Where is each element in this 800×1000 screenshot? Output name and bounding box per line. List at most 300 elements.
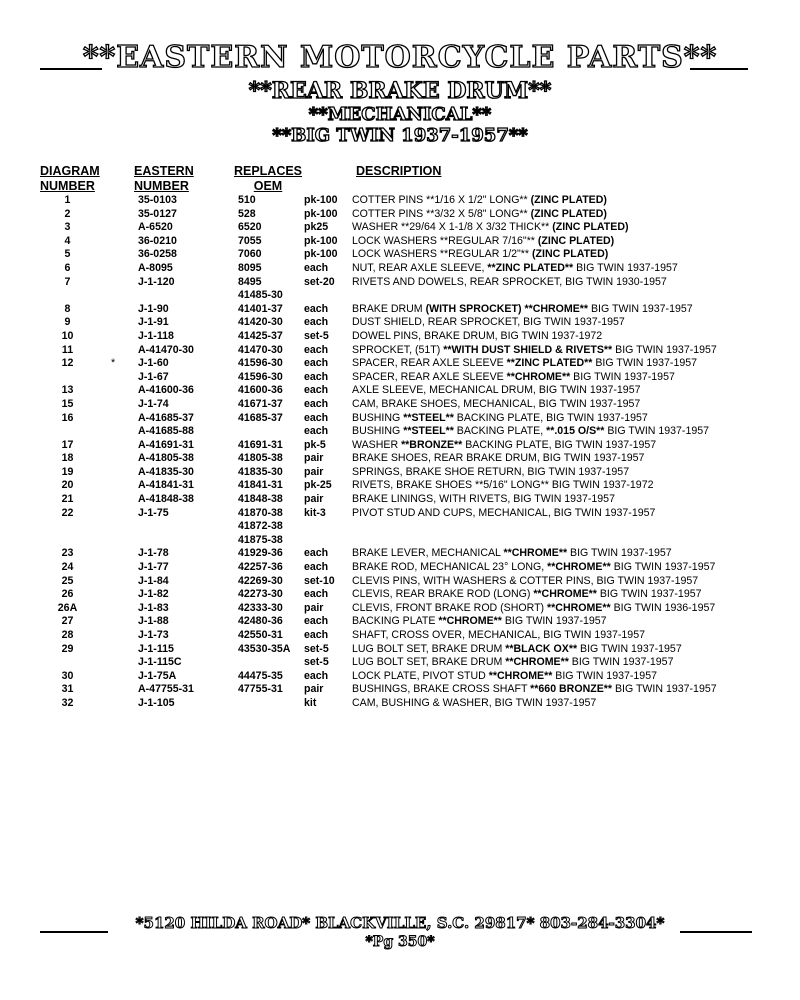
description-cell: [352, 479, 654, 493]
description-segment: RIVETS, BRAKE SHOES **5/16" LONG** BIG TWIN 1937-1972: [352, 479, 654, 492]
diagram-number-cell: 21: [61, 493, 74, 506]
description-segment: **CHROME**: [506, 370, 571, 383]
table-row: [0, 670, 800, 684]
description-segment: **STEEL**: [403, 411, 454, 424]
diagram-number-cell: 25: [61, 574, 74, 587]
col-header-diagram: [40, 164, 100, 193]
diagram-number-cell: 24: [61, 561, 74, 574]
description-cell: [352, 371, 675, 385]
diagram-number-cell: 19: [61, 465, 74, 478]
table-row: [0, 344, 800, 358]
description-segment: CLEVIS, FRONT BRAKE ROD (SHORT): [352, 601, 548, 614]
description-cell: [352, 303, 693, 317]
description-segment: (ZINC PLATED): [530, 194, 607, 206]
eastern-number-cell: 35-0127: [138, 207, 177, 220]
description-cell: [352, 384, 640, 398]
description-cell: [352, 683, 717, 697]
table-row: [0, 248, 800, 262]
description-segment: **ZINC PLATED**: [487, 261, 574, 274]
unit-cell: kit-3: [304, 506, 326, 519]
diagram-number-cell: 1: [64, 194, 71, 206]
diagram-number-cell: 27: [61, 615, 74, 628]
diagram-number-cell: 22: [61, 506, 74, 519]
description-segment: BUSHING: [352, 411, 404, 424]
eastern-number-cell: A-47755-31: [138, 683, 194, 696]
unit-cell: pk-5: [304, 438, 326, 451]
description-segment: **.015 O/S**: [546, 425, 605, 438]
table-row: [0, 425, 800, 439]
unit-cell: set-10: [304, 574, 335, 587]
description-segment: DUST SHIELD, REAR SPROCKET, BIG TWIN 1937-1957: [352, 316, 625, 329]
diagram-number-cell: 11: [61, 343, 74, 356]
unit-cell: set-5: [304, 642, 329, 655]
table-row: [0, 466, 800, 480]
eastern-number-cell: A-41691-31: [138, 438, 194, 451]
description-segment: (ZINC PLATED): [552, 221, 629, 234]
description-segment: BRAKE DRUM: [352, 302, 426, 315]
diagram-number-cell: 3: [64, 221, 71, 234]
diagram-number-cell: 31: [61, 683, 74, 696]
oem-number-cell: 41685-37: [238, 411, 283, 424]
description-cell: [352, 330, 602, 344]
table-row: [0, 697, 800, 711]
oem-number-cell: 41875-38: [238, 533, 283, 546]
description-segment: BACKING PLATE, BIG TWIN 1937-1957: [462, 438, 657, 451]
table-row: [0, 221, 800, 235]
diagram-number-cell: 6: [64, 261, 71, 274]
description-segment: RIVETS AND DOWELS, REAR SPROCKET, BIG TWIN 1930-1957: [352, 275, 667, 288]
diagram-number-cell: 4: [64, 234, 71, 247]
diagram-number-cell: 23: [61, 547, 74, 560]
table-row: [0, 547, 800, 561]
description-segment: (ZINC PLATED): [532, 248, 609, 261]
unit-cell: each: [304, 397, 329, 410]
eastern-number-cell: A-8095: [138, 261, 173, 274]
col-header-eastern-line1: EASTERN: [134, 164, 194, 178]
unit-cell: pk-100: [304, 248, 338, 261]
col-header-eastern: [134, 164, 194, 193]
description-segment: SPACER, REAR AXLE SLEEVE: [352, 370, 507, 383]
table-row: [0, 683, 800, 697]
unit-cell: pair: [304, 452, 324, 465]
unit-cell: pair: [304, 601, 324, 614]
description-segment: **CHROME**: [503, 547, 568, 560]
diagram-number-cell: 2: [64, 207, 71, 220]
table-row: [0, 629, 800, 643]
unit-cell: each: [304, 588, 329, 601]
table-row: [0, 602, 800, 616]
description-segment: BIG TWIN 1937-1957: [552, 669, 657, 682]
oem-number-cell: 42257-36: [238, 561, 283, 574]
unit-cell: pair: [304, 493, 324, 506]
eastern-number-cell: J-1-75A: [138, 669, 177, 682]
table-row: [0, 507, 800, 521]
col-header-replaces: [232, 164, 304, 193]
description-segment: BIG TWIN 1937-1957: [577, 642, 682, 655]
description-cell: [352, 507, 655, 521]
description-segment: BIG TWIN 1937-1957: [570, 370, 675, 383]
description-segment: LOCK PLATE, PIVOT STUD: [352, 669, 489, 682]
unit-cell: each: [304, 302, 329, 315]
table-row: [0, 330, 800, 344]
diagram-number-cell: 28: [61, 629, 74, 641]
description-segment: BRAKE LININGS, WITH RIVETS, BIG TWIN 1937-1957: [352, 493, 615, 506]
table-row: [0, 575, 800, 589]
description-segment: DOWEL PINS, BRAKE DRUM, BIG TWIN 1937-1972: [352, 329, 603, 342]
diagram-number-cell: 15: [61, 397, 74, 410]
diagram-number-cell: 5: [64, 248, 71, 261]
description-cell: [352, 452, 644, 466]
description-segment: SHAFT, CROSS OVER, MECHANICAL, BIG TWIN 1937-1957: [352, 629, 645, 641]
table-row: [0, 534, 800, 548]
description-segment: BUSHINGS, BRAKE CROSS SHAFT: [352, 683, 531, 696]
description-cell: [352, 398, 640, 412]
description-cell: [352, 697, 596, 711]
description-segment: **WITH DUST SHIELD & RIVETS**: [443, 343, 613, 356]
oem-number-cell: 43530-35A: [238, 642, 291, 655]
unit-cell: each: [304, 411, 329, 424]
diagram-number-cell: 32: [61, 696, 74, 709]
table-row: [0, 615, 800, 629]
eastern-number-cell: J-1-115: [138, 642, 174, 655]
description-segment: (ZINC PLATED): [537, 234, 615, 247]
description-cell: [352, 656, 673, 670]
diagram-number-cell: 26A: [57, 601, 78, 614]
description-segment: PIVOT STUD AND CUPS, MECHANICAL, BIG TWIN 1937-1957: [352, 506, 656, 519]
table-row: [0, 316, 800, 330]
description-cell: [352, 412, 648, 426]
oem-number-cell: 7060: [238, 248, 262, 261]
unit-cell: pk-25: [304, 479, 332, 492]
diagram-number-cell: 13: [61, 384, 74, 397]
description-cell: [352, 208, 607, 222]
oem-number-cell: 41596-30: [238, 370, 283, 383]
oem-number-cell: 41470-30: [238, 343, 283, 356]
eastern-number-cell: A-41841-31: [138, 479, 194, 492]
eastern-number-cell: A-41685-37: [138, 411, 194, 424]
unit-cell: each: [304, 261, 329, 274]
unit-cell: each: [304, 425, 329, 438]
description-cell: [352, 344, 717, 358]
description-segment: BRAKE LEVER, MECHANICAL: [352, 547, 504, 560]
oem-number-cell: 41872-38: [238, 520, 283, 533]
description-cell: [352, 588, 702, 602]
diagram-number-cell: 18: [61, 452, 74, 465]
oem-number-cell: 42480-36: [238, 615, 283, 628]
diagram-number-cell: 8: [64, 302, 71, 315]
oem-number-cell: 7055: [238, 234, 262, 247]
eastern-number-cell: J-1-105: [138, 696, 175, 709]
description-segment: SPACER, REAR AXLE SLEEVE: [352, 357, 507, 370]
oem-number-cell: 42333-30: [238, 601, 283, 614]
unit-cell: each: [304, 370, 329, 383]
oem-number-cell: 41485-30: [238, 289, 283, 302]
table-row: [0, 479, 800, 493]
oem-number-cell: 41848-38: [238, 493, 283, 506]
unit-cell: set-5: [304, 329, 329, 342]
eastern-number-cell: J-1-67: [138, 370, 169, 383]
description-segment: BRAKE SHOES, REAR BRAKE DRUM, BIG TWIN 1937-1957: [352, 452, 645, 465]
description-cell: [352, 670, 657, 684]
oem-number-cell: 41425-37: [238, 329, 283, 342]
oem-number-cell: 47755-31: [238, 683, 283, 696]
oem-number-cell: 8095: [238, 261, 262, 274]
oem-number-cell: 528: [238, 207, 256, 220]
description-segment: CLEVIS PINS, WITH WASHERS & COTTER PINS, BIG TWIN 1937-1957: [352, 574, 699, 587]
diagram-number-cell: 30: [61, 669, 74, 682]
oem-number-cell: 41691-31: [238, 438, 283, 451]
description-segment: BUSHING: [352, 425, 404, 438]
eastern-number-cell: A-41685-88: [138, 425, 194, 438]
eastern-number-cell: J-1-73: [138, 629, 169, 641]
diagram-number-cell: 29: [61, 642, 74, 655]
oem-number-cell: 8495: [238, 275, 262, 288]
diagram-number-cell: 9: [64, 316, 71, 329]
parts-table: [0, 194, 800, 711]
eastern-number-cell: 36-0210: [138, 234, 177, 247]
description-cell: [352, 194, 607, 208]
description-cell: [352, 221, 629, 235]
eastern-number-cell: A-41848-38: [138, 493, 194, 506]
description-cell: [352, 276, 667, 290]
unit-cell: each: [304, 629, 329, 641]
description-cell: [352, 615, 607, 629]
eastern-number-cell: 35-0103: [138, 194, 177, 206]
eastern-number-cell: J-1-118: [138, 329, 174, 342]
description-segment: CAM, BRAKE SHOES, MECHANICAL, BIG TWIN 1937-1957: [352, 397, 641, 410]
eastern-number-cell: J-1-78: [138, 547, 169, 560]
description-segment: **CHROME**: [547, 601, 611, 614]
eastern-number-cell: J-1-88: [138, 615, 169, 628]
table-row: [0, 235, 800, 249]
table-row: [0, 262, 800, 276]
table-row: [0, 357, 800, 371]
page-subtitle-1: **REAR BRAKE DRUM**: [248, 78, 552, 104]
eastern-number-cell: 36-0258: [138, 248, 177, 261]
footer-address: *5120 HILDA ROAD* BLACKVILLE, S.C. 29817* 803-284-3304*: [135, 914, 665, 932]
unit-cell: each: [304, 561, 329, 574]
description-segment: BACKING PLATE: [352, 615, 439, 628]
description-segment: BIG TWIN 1936-1957: [610, 601, 716, 614]
description-segment: BIG TWIN 1937-1957: [610, 561, 716, 574]
description-segment: BIG TWIN 1937-1957: [592, 357, 698, 370]
eastern-number-cell: A-41470-30: [138, 343, 194, 356]
unit-cell: each: [304, 547, 329, 560]
oem-number-cell: 42273-30: [238, 588, 283, 601]
description-segment: **BRONZE**: [401, 438, 463, 451]
unit-cell: pk-100: [304, 234, 338, 247]
eastern-number-cell: J-1-77: [138, 561, 169, 574]
oem-number-cell: 44475-35: [238, 669, 283, 682]
table-row: [0, 439, 800, 453]
description-segment: **CHROME**: [505, 656, 569, 669]
diagram-number-cell: 12: [61, 357, 74, 370]
eastern-number-cell: A-41835-30: [138, 465, 194, 478]
description-segment: LOCK WASHERS **REGULAR 7/16"**: [352, 234, 538, 247]
diagram-number-cell: 10: [61, 329, 74, 342]
description-cell: [352, 575, 698, 589]
eastern-number-cell: J-1-60: [138, 357, 169, 370]
description-segment: WASHER: [352, 438, 402, 451]
description-segment: BACKING PLATE,: [453, 425, 547, 438]
diagram-number-cell: 20: [61, 479, 74, 492]
description-segment: (ZINC PLATED): [530, 207, 607, 220]
diagram-number-cell: 16: [61, 411, 74, 424]
description-segment: SPRINGS, BRAKE SHOE RETURN, BIG TWIN 1937-1957: [352, 465, 630, 478]
description-segment: AXLE SLEEVE, MECHANICAL DRUM, BIG TWIN 1937-1957: [352, 384, 641, 397]
oem-number-cell: 42269-30: [238, 574, 283, 587]
unit-cell: each: [304, 343, 329, 356]
col-header-diagram-line2: NUMBER: [40, 179, 95, 193]
description-segment: BIG TWIN 1937-1957: [588, 302, 693, 315]
description-cell: [352, 248, 608, 262]
oem-number-cell: 510: [238, 194, 256, 206]
description-segment: CAM, BUSHING & WASHER, BIG TWIN 1937-1957: [352, 696, 597, 709]
eastern-number-cell: J-1-120: [138, 275, 175, 288]
table-row: [0, 303, 800, 317]
description-segment: COTTER PINS **1/16 X 1/2" LONG**: [352, 194, 531, 206]
description-cell: [352, 561, 715, 575]
description-cell: [352, 629, 645, 643]
table-row: [0, 561, 800, 575]
diagram-number-cell: 7: [64, 275, 71, 288]
eastern-number-cell: J-1-90: [138, 302, 169, 315]
table-row: [0, 452, 800, 466]
col-header-diagram-line1: DIAGRAM: [40, 164, 100, 178]
description-segment: LOCK WASHERS **REGULAR 1/2"**: [352, 248, 532, 261]
description-segment: BRAKE ROD, MECHANICAL 23° LONG,: [352, 561, 548, 574]
description-segment: **BLACK OX**: [505, 642, 578, 655]
unit-cell: each: [304, 316, 329, 329]
unit-cell: each: [304, 384, 329, 397]
description-segment: COTTER PINS **3/32 X 5/8" LONG**: [352, 207, 531, 220]
description-cell: [352, 425, 709, 439]
description-segment: BIG TWIN 1937-1957: [567, 547, 672, 560]
description-segment: LUG BOLT SET, BRAKE DRUM: [352, 656, 506, 669]
unit-cell: each: [304, 357, 329, 370]
table-row: [0, 208, 800, 222]
oem-number-cell: 41841-31: [238, 479, 283, 492]
col-header-eastern-line2: NUMBER: [134, 179, 189, 193]
col-header-replaces-line1: REPLACES: [233, 164, 303, 178]
oem-number-cell: 41600-36: [238, 384, 283, 397]
eastern-number-cell: J-1-91: [138, 316, 169, 329]
description-segment: **CHROME**: [438, 615, 502, 628]
description-segment: BIG TWIN 1937-1957: [573, 261, 678, 274]
description-cell: [352, 316, 625, 330]
oem-number-cell: 41671-37: [238, 397, 283, 410]
eastern-number-cell: J-1-115C: [138, 656, 182, 669]
description-segment: **ZINC PLATED**: [506, 357, 593, 370]
table-row: [0, 371, 800, 385]
oem-number-cell: 41805-38: [238, 452, 283, 465]
description-segment: WASHER **29/64 X 1-1/8 X 3/32 THICK**: [352, 221, 553, 234]
description-segment: **CHROME**: [547, 561, 611, 574]
description-segment: BIG TWIN 1937-1957: [596, 588, 702, 601]
unit-cell: set-5: [304, 656, 329, 669]
unit-cell: pk25: [304, 221, 329, 234]
table-row: [0, 194, 800, 208]
oem-number-cell: 6520: [238, 221, 262, 234]
description-segment: CLEVIS, REAR BRAKE ROD (LONG): [352, 588, 534, 601]
description-segment: BACKING PLATE, BIG TWIN 1937-1957: [453, 411, 648, 424]
col-header-replaces-line2: OEM: [253, 179, 283, 193]
eastern-number-cell: J-1-74: [138, 397, 169, 410]
description-segment: **STEEL**: [403, 425, 454, 438]
oem-number-cell: 41596-30: [238, 357, 283, 370]
unit-cell: set-20: [304, 275, 335, 288]
description-cell: [352, 493, 615, 507]
oem-number-cell: 41401-37: [238, 302, 283, 315]
eastern-number-cell: A-41805-38: [138, 452, 194, 465]
eastern-number-cell: A-41600-36: [138, 384, 194, 397]
page-title: **EASTERN MOTORCYCLE PARTS**: [82, 40, 718, 75]
table-row: [0, 412, 800, 426]
diagram-number-cell: 26: [61, 588, 74, 601]
unit-cell: pk-100: [304, 194, 338, 206]
oem-number-cell: 41835-30: [238, 465, 283, 478]
description-segment: LUG BOLT SET, BRAKE DRUM: [352, 642, 506, 655]
description-segment: (WITH SPROCKET) **CHROME**: [425, 302, 589, 315]
description-cell: [352, 466, 629, 480]
table-row: [0, 289, 800, 303]
description-segment: BIG TWIN 1937-1957: [604, 425, 710, 438]
description-cell: [352, 547, 672, 561]
description-cell: [352, 357, 697, 371]
eastern-number-cell: J-1-83: [138, 601, 169, 614]
table-row: [0, 493, 800, 507]
unit-cell: each: [304, 615, 329, 628]
description-cell: [352, 235, 614, 249]
unit-cell: pair: [304, 465, 324, 478]
unit-cell: each: [304, 669, 329, 682]
description-cell: [352, 643, 682, 657]
description-segment: NUT, REAR AXLE SLEEVE,: [352, 261, 488, 274]
oem-number-cell: 41420-30: [238, 316, 283, 329]
description-segment: BIG TWIN 1937-1957: [612, 343, 717, 356]
col-header-description-line1: DESCRIPTION: [356, 164, 442, 178]
description-segment: SPROCKET, (51T): [352, 343, 444, 356]
unit-cell: kit: [304, 696, 317, 709]
description-segment: BIG TWIN 1937-1957: [612, 683, 717, 696]
table-row: [0, 643, 800, 657]
table-row: [0, 588, 800, 602]
description-segment: BIG TWIN 1937-1957: [501, 615, 607, 628]
eastern-number-cell: A-6520: [138, 221, 173, 234]
description-segment: **CHROME**: [488, 669, 553, 682]
table-row: [0, 276, 800, 290]
page-subtitle-2: **MECHANICAL**: [308, 104, 492, 125]
col-header-description: [356, 164, 441, 178]
unit-cell: pair: [304, 683, 324, 696]
table-row: [0, 656, 800, 670]
table-row: [0, 384, 800, 398]
description-cell: [352, 439, 656, 453]
page-number: *Pg 350*: [365, 934, 435, 950]
diagram-number-cell: 17: [61, 438, 74, 451]
eastern-number-cell: J-1-82: [138, 588, 169, 601]
description-segment: **CHROME**: [533, 588, 597, 601]
oem-number-cell: 42550-31: [238, 629, 283, 641]
eastern-number-cell: J-1-75: [138, 506, 169, 519]
eastern-number-cell: J-1-84: [138, 574, 169, 587]
page-subtitle-3: **BIG TWIN 1937-1957**: [272, 125, 528, 146]
description-segment: **660 BRONZE**: [530, 683, 613, 696]
oem-number-cell: 41929-36: [238, 547, 283, 560]
table-row: [0, 520, 800, 534]
description-segment: BIG TWIN 1937-1957: [568, 656, 674, 669]
description-cell: [352, 602, 715, 616]
